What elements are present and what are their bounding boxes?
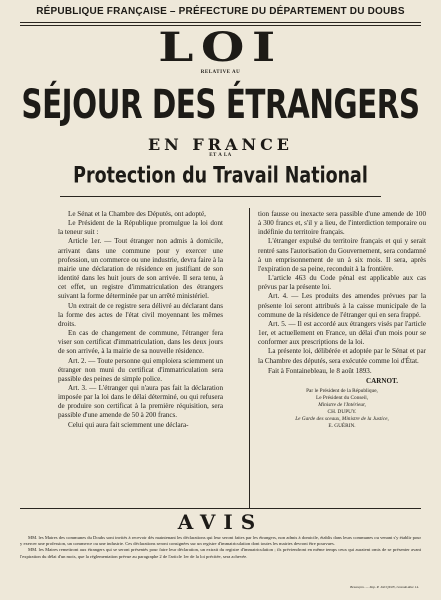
avis-text xyxy=(20,535,421,560)
paragraph: Un extrait de ce registre sera délivré au déclarant dans la forme des actes de l'état civil moyennant les mêmes droits. xyxy=(58,301,223,328)
sig-line: E. GUÉRIN. xyxy=(328,422,356,429)
avis-rule xyxy=(20,508,421,509)
paragraph: Art. 5. — Il est accordé aux étrangers visés par l'article 1er, et actuellement en France, un délai d'un mois pour se conformer aux prescriptions de la loi. xyxy=(258,319,426,347)
title-et-a-la: ET A LA xyxy=(209,153,232,158)
header-rule-top xyxy=(20,22,421,23)
sig-line: Par le Président de la République, xyxy=(306,387,378,394)
paragraph: Art. 4. — Les produits des amendes prévues par la présente loi seront attribués à la caisse municipale de la commune de la résidence de l'étranger qui en sera frappé. xyxy=(258,292,426,319)
paragraph: Art. 3. — L'étranger qui n'aura pas fait la déclaration imposée par la loi dans le délai déterminé, ou qui refusera de produire son certificat à la première réquisition, sera passible d'une amende de 50 à 200 francs. xyxy=(58,383,223,420)
title-sejour-des-etrangers: SÉJOUR DES ÉTRANGERS xyxy=(21,81,420,129)
avis-paragraph: MM. les Maires remettront aux étrangers qui se seront présentés pour faire leur déclaration, un extrait du registre d'immatriculation ; ils préviendront en même temps ceux qui auraient omis de se présenter avant l'expiration du délai d'un mois, que la réglementation prévue au paragraphe 2 de l'article 1er de la loi précitée, sera achevée. xyxy=(20,547,421,559)
paragraph: L'article 463 du Code pénal est applicable aux cas prévus par la présente loi. xyxy=(258,274,426,292)
paragraph: Le Président de la République promulgue la loi dont la teneur suit : xyxy=(58,219,223,237)
title-relative-au: RELATIVE AU xyxy=(200,70,241,75)
avis-paragraph: MM. les Maires des communes du Doubs sont invités à recevoir dès maintenant les déclarations qui leur seront faites par les étrangers, non admis à domicile, établis dans leurs communes ou venant s'y établir pour y exercer une profession, un commerce ou une industrie. Ces déclarations seront consignées sur un registre d'immatriculation dont toutes les mairies devront être pourvues. xyxy=(20,535,421,547)
title-loi: LOI xyxy=(158,24,283,71)
sig-line: CH. DUPUY. xyxy=(327,408,357,415)
president-signature: CARNOT. xyxy=(366,376,398,385)
printer-imprint: Besançon. — Imp. P. JACQUIN, Grande-Rue 14. xyxy=(350,585,419,589)
paragraph: Le Sénat et la Chambre des Députés, ont adopté, xyxy=(68,210,206,218)
paragraph: En cas de changement de commune, l'étranger fera viser son certificat d'immatriculation, dans les deux jours de son arrivée, à la mairie de sa nouvelle résidence. xyxy=(58,329,223,356)
paragraph: La présente loi, délibérée et adoptée par le Sénat et par la Chambre des députés, sera exécutée comme loi d'État. xyxy=(258,347,426,365)
law-text-right-column xyxy=(258,210,426,430)
date-place: Fait à Fontainebleau, le 8 août 1893. xyxy=(268,366,372,375)
sig-line: Le Garde des sceaux, Ministre de la Justice, xyxy=(295,415,389,422)
law-text-left-column xyxy=(58,210,223,430)
header-prefecture: RÉPUBLIQUE FRANÇAISE – PRÉFECTURE DU DÉPARTEMENT DU DOUBS xyxy=(36,6,405,17)
countersignatures xyxy=(258,388,426,430)
avis-title: AVIS xyxy=(177,510,264,534)
paragraph: L'étranger expulsé du territoire français et qui y serait rentré sans l'autorisation du Gouvernement, sera condamné à un emprisonnement de un à six mois. Il sera, après l'expiration de sa peine, reconduit à la frontière. xyxy=(258,237,426,273)
paragraph: Article 1er. — Tout étranger non admis à domicile, arrivant dans une commune pour y exercer une profession, un commerce ou une industrie, devra faire à la mairie une déclaration de résidence en justifiant de son identité dans les huit jours de son arrivée. Il sera tenu, à cet effet, un registre d'immatriculation des étrangers suivant la forme déterminée par un arrêté ministériel. xyxy=(58,237,223,301)
title-protection-travail: Protection du Travail National xyxy=(73,163,368,189)
sig-line: Le Président du Conseil, xyxy=(315,394,369,401)
paragraph: tion fausse ou inexacte sera passible d'une amende de 100 à 300 francs et, s'il y a lieu, de l'interdiction temporaire ou indéfinie du territoire français. xyxy=(258,210,426,237)
paragraph: Art. 2. — Toute personne qui emploiera sciemment un étranger non muni du certificat d'immatriculation sera passible des peines de simple police. xyxy=(58,356,223,383)
title-en-france: EN FRANCE xyxy=(147,135,293,154)
title-rule xyxy=(60,196,381,197)
column-divider xyxy=(249,208,250,508)
paragraph: Celui qui aura fait sciemment une déclara- xyxy=(68,420,189,429)
sig-line: Ministre de l'Intérieur, xyxy=(318,401,366,408)
